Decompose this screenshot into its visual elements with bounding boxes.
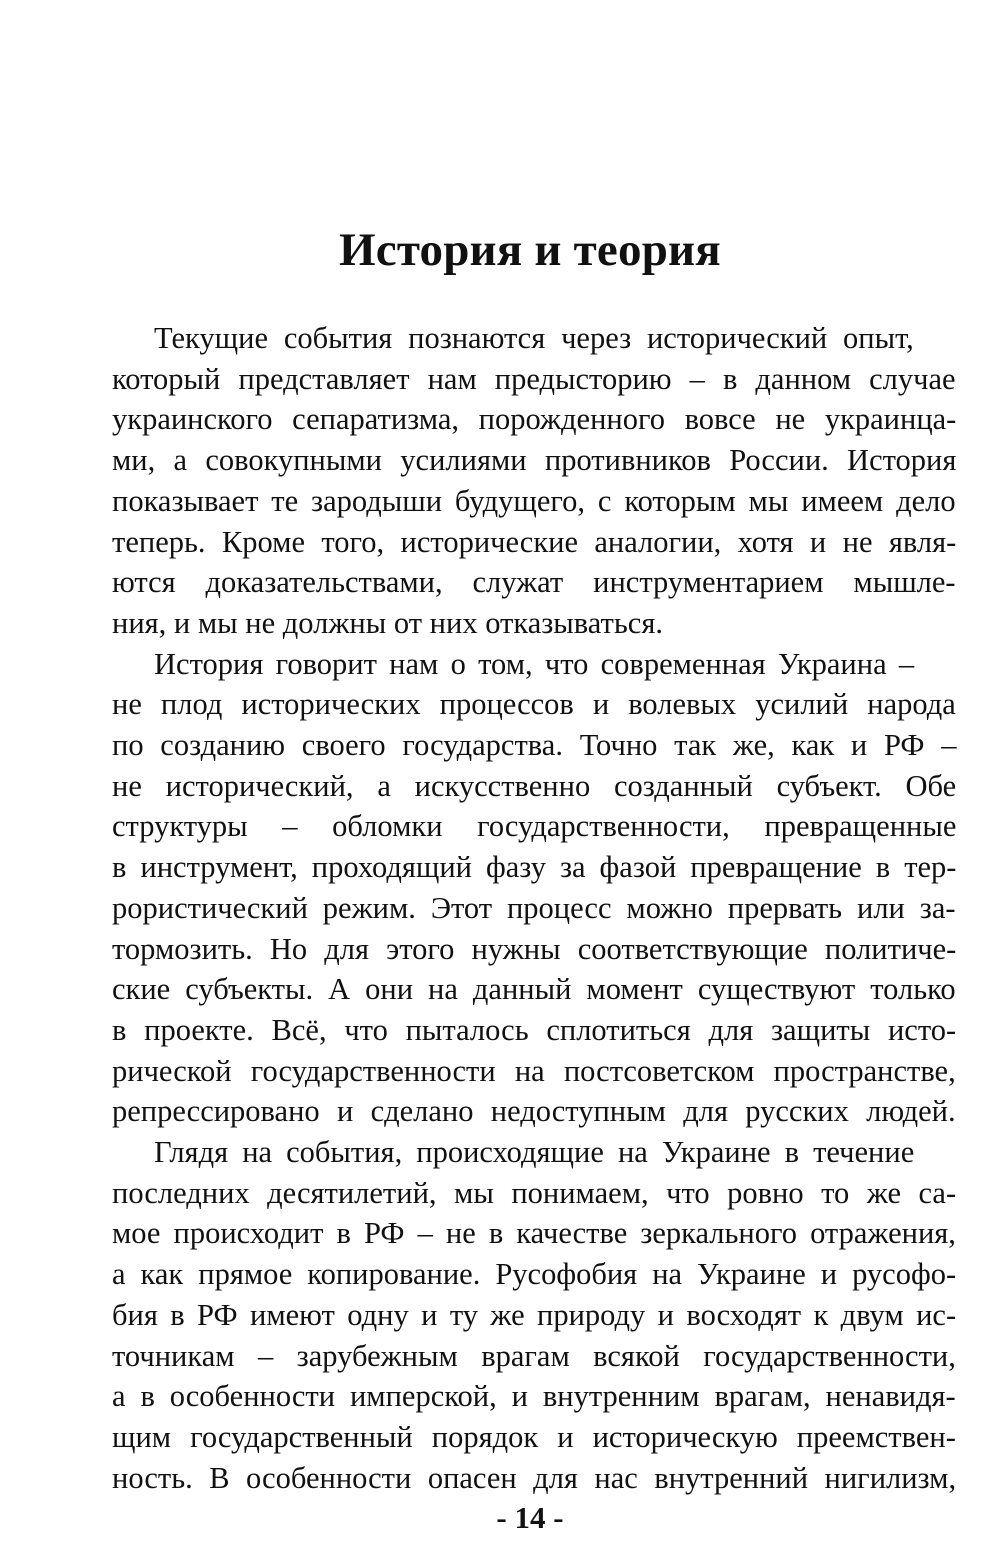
- paragraph: [112, 1132, 956, 1498]
- paragraph: [112, 318, 956, 644]
- text-line: щим государственный порядок и историческую преемствен-: [112, 1419, 956, 1454]
- text-line: который представляет нам предысторию – в данном случае: [112, 361, 956, 396]
- text-line: ские субъекты. А они на данный момент существуют только: [112, 972, 956, 1007]
- text-line: рической государственности на постсоветском пространстве,: [112, 1053, 956, 1088]
- text-line: История говорит нам о том, что современная Украина –: [154, 646, 915, 681]
- text-line: структуры – обломки государственности, превращенные: [112, 809, 957, 844]
- text-line: ность. В особенности опасен для нас внутренний нигилизм,: [112, 1460, 957, 1495]
- text-line: тормозить. Но для этого нужны соответствующие политиче-: [112, 931, 957, 966]
- text-line: не исторический, а искусственно созданный субъект. Обе: [112, 768, 957, 803]
- chapter-title: История и теория: [339, 224, 721, 276]
- text-line: а в особенности имперской, и внутренним врагам, ненавидя-: [112, 1379, 956, 1414]
- text-line: мое происходит в РФ – не в качестве зеркального отражения,: [112, 1216, 956, 1251]
- paragraph: [112, 644, 956, 1132]
- text-line: украинского сепаратизма, порожденного вовсе не украинца-: [112, 402, 957, 437]
- text-line: в проекте. Всё, что пыталось сплотиться для защиты исто-: [112, 1012, 957, 1047]
- page-body: [112, 318, 956, 1498]
- text-line: показывает те зародыши будущего, с которым мы имеем дело: [112, 483, 956, 518]
- text-line: последних десятилетий, мы понимаем, что ровно то же са-: [112, 1175, 957, 1210]
- text-line: Глядя на события, происходящие на Украине в течение: [154, 1135, 915, 1170]
- text-line: точникам – зарубежным врагам всякой государственности,: [112, 1338, 956, 1373]
- text-line: Текущие события познаются через исторический опыт,: [154, 321, 914, 355]
- text-line: бия в РФ имеют одну и ту же природу и восходят к двум ис-: [112, 1297, 957, 1332]
- text-line: ются доказательствами, служат инструментарием мышле-: [112, 565, 956, 600]
- text-line: ми, а совокупными усилиями противников России. История: [112, 443, 957, 478]
- page-number: - 14 -: [496, 1500, 564, 1535]
- text-line: теперь. Кроме того, исторические аналогии, хотя и не явля-: [112, 524, 957, 559]
- text-line: рористический режим. Этот процесс можно прервать или за-: [112, 890, 956, 925]
- text-line: не плод исторических процессов и волевых усилий народа: [112, 687, 956, 722]
- text-line: по созданию своего государства. Точно так же, как и РФ –: [112, 728, 957, 763]
- text-line: репрессировано и сделано недоступным для русских людей.: [112, 1094, 956, 1129]
- text-line: а как прямое копирование. Русофобия на Украине и русофо-: [112, 1257, 957, 1292]
- text-line: в инструмент, проходящий фазу за фазой превращение в тер-: [112, 850, 957, 885]
- text-line: ния, и мы не должны от них отказываться.: [112, 605, 663, 640]
